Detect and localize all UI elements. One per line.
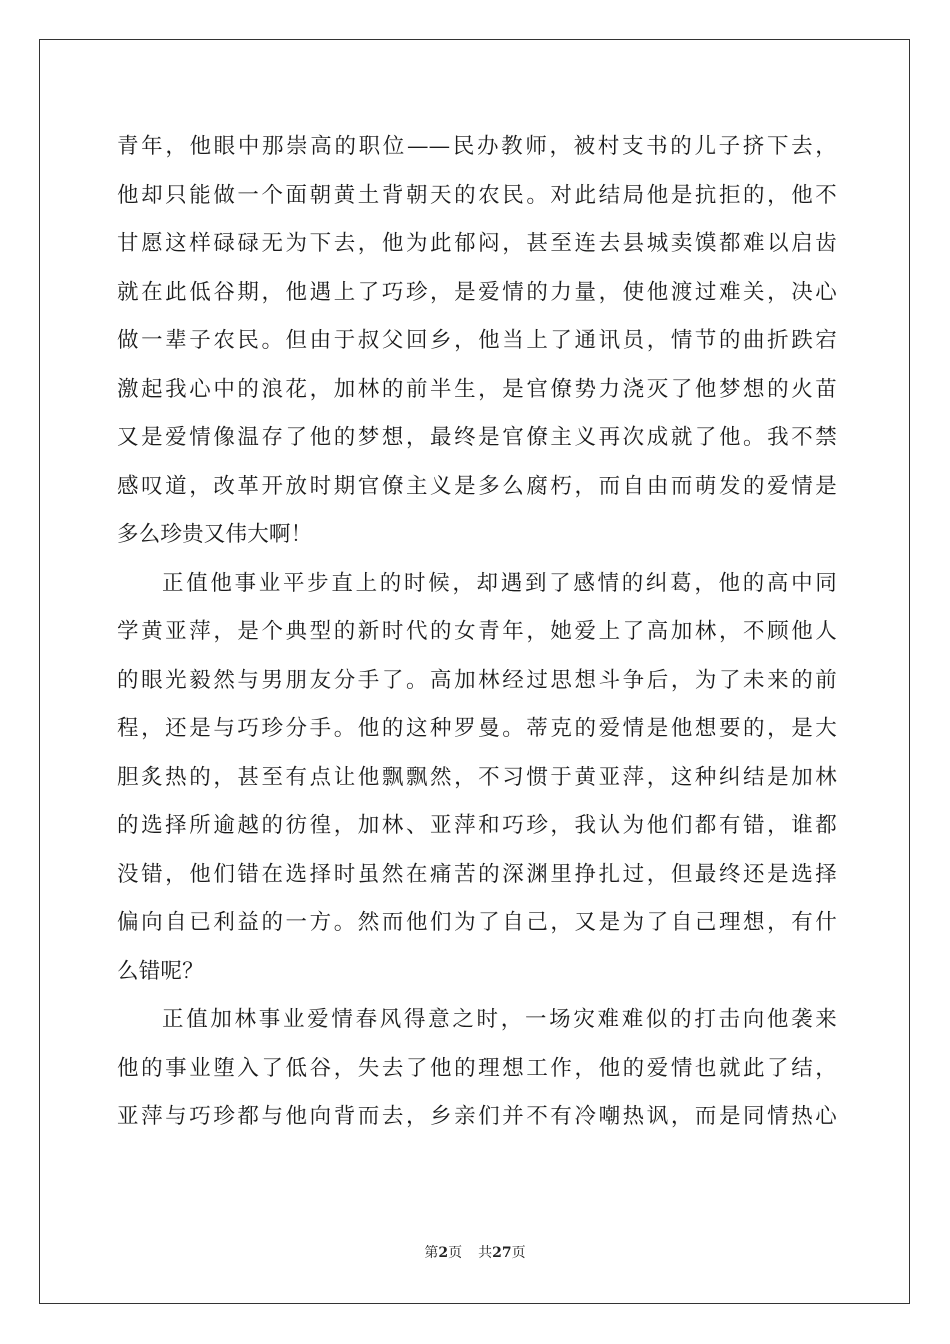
text-line: 甘愿这样碌碌无为下去，他为此郁闷，甚至连去县城卖馍都难以启齿 — [117, 231, 837, 256]
text-line: 胆炙热的，甚至有点让他飘飘然，不习惯于黄亚萍，这种纠结是加林 — [117, 764, 837, 790]
text-line: 青年，他眼中那崇高的职位——民办教师，被村支书的儿子挤下去， — [117, 134, 837, 159]
text-line: 没错，他们错在选择时虽然在痛苦的深渊里挣扎过，但最终还是选择 — [117, 861, 837, 887]
text-line: 的眼光毅然与男朋友分手了。高加林经过思想斗争后，为了未来的前 — [117, 667, 837, 693]
text-line: 程，还是与巧珍分手。他的这种罗曼。蒂克的爱情是他想要的，是大 — [117, 716, 837, 741]
text-line: 亚萍与巧珍都与他向背而去，乡亲们并不有冷嘲热讽，而是同情热心 — [117, 1104, 837, 1129]
text-line: 么错呢？ — [117, 958, 204, 984]
text-line: 学黄亚萍，是个典型的新时代的女青年，她爱上了高加林，不顾他人 — [117, 619, 837, 644]
page-prefix: 第 — [424, 1245, 439, 1261]
document-body — [117, 123, 837, 1142]
text-line: 偏向自已利益的一方。然而他们为了自己，又是为了自己理想，有什 — [117, 910, 837, 935]
text-line: 又是爱情像温存了他的梦想，最终是官僚主义再次成就了他。我不禁 — [117, 425, 837, 450]
text-line: 他却只能做一个面朝黄土背朝天的农民。对此结局他是抗拒的，他不 — [117, 182, 837, 208]
text-line: 感叹道，改革开放时期官僚主义是多么腐朽，而自由而萌发的爱情是 — [117, 473, 837, 499]
text-line: 正值他事业平步直上的时候，却遇到了感情的纠葛，他的高中同 — [162, 570, 837, 596]
total-unit: 页 — [511, 1245, 526, 1261]
text-line: 多么珍贵又伟大啊！ — [117, 522, 313, 547]
text-line: 正值加林事业爱情春风得意之时，一场灾难难似的打击向他袭来 — [162, 1007, 837, 1032]
text-line: 做一辈子农民。但由于叔父回乡，他当上了通讯员，情节的曲折跌宕 — [117, 328, 837, 353]
text-line: 的选择所逾越的彷徨，加林、亚萍和巧珍，我认为他们都有错，谁都 — [117, 813, 837, 838]
page-footer — [0, 1242, 950, 1262]
current-page-number: 2 — [438, 1245, 449, 1261]
total-page-count: 27 — [492, 1245, 512, 1261]
page-unit: 页 — [448, 1245, 463, 1261]
text-line: 激起我心中的浪花，加林的前半生，是官僚势力浇灭了他梦想的火苗 — [117, 376, 837, 402]
text-line: 就在此低谷期，他遇上了巧珍，是爱情的力量，使他渡过难关，决心 — [117, 279, 837, 305]
text-line: 他的事业堕入了低谷，失去了他的理想工作，他的爱情也就此了结， — [117, 1055, 837, 1081]
total-prefix: 共 — [478, 1245, 493, 1261]
